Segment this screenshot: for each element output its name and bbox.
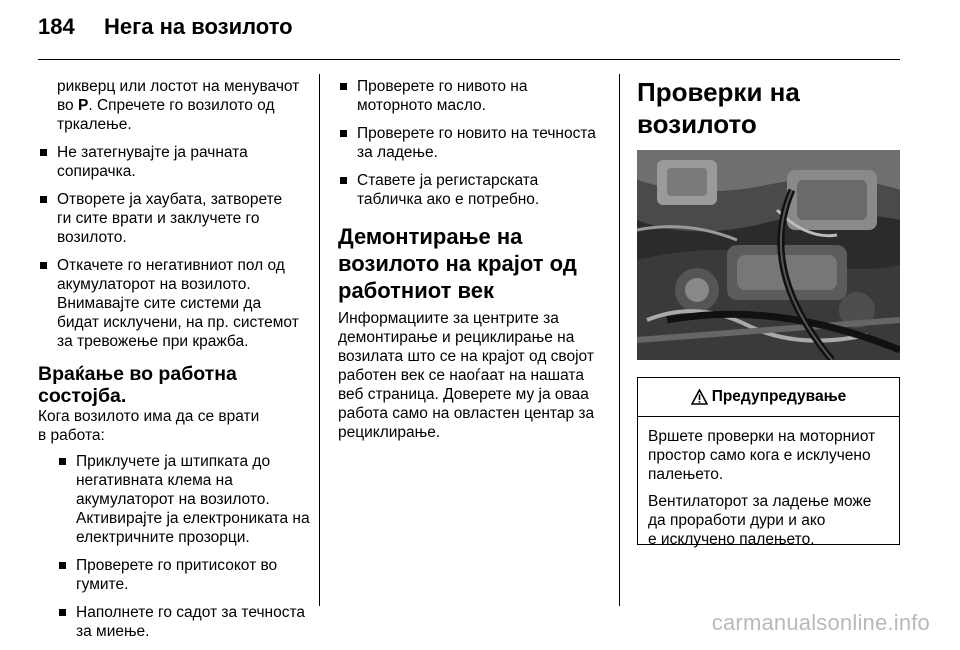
warning-triangle-icon bbox=[691, 389, 708, 405]
engine-bay-photo bbox=[637, 150, 900, 360]
page-header bbox=[38, 14, 293, 54]
page-number: 184 bbox=[38, 14, 75, 39]
column-divider-2 bbox=[619, 74, 620, 606]
chapter-heading: Проверки на возилото bbox=[637, 77, 800, 139]
warning-title: Предупредување bbox=[711, 388, 847, 405]
list-item: Не затегнувајте ја рачната сопирачка. bbox=[38, 143, 313, 181]
page-title: Нега на возилото bbox=[104, 14, 293, 39]
list-item: Проверете го нивото на моторното масло. bbox=[338, 77, 613, 115]
bullet-icon bbox=[340, 83, 347, 90]
list-item: Ставете ја регистарската табличка ако е потребно. bbox=[338, 171, 613, 209]
list-item: Проверете го новито на течноста за ладење. bbox=[338, 124, 613, 162]
list-item: Откачете го негативниот пол од акумулаторот на возилото. Внимавајте сите системи да бидат исклучени, на пр. системот за тревожење при кражба. bbox=[38, 256, 313, 351]
bullet-icon bbox=[59, 562, 66, 569]
section-paragraph: Информациите за центрите за демонтирање и рециклирање на возилата што се на крајот од својот работен век се наоѓаат на нашата веб страница. Доверете му ја оваа работа само на овластен центар за рециклирање. bbox=[338, 310, 595, 441]
warning-body: Вршете проверки на моторниот простор само кога е исклучено палењето. Вентилаторот за ладење може да проработи дури и ако е исклучено палењето. bbox=[648, 428, 876, 548]
bullet-icon bbox=[59, 609, 66, 616]
column-divider-1 bbox=[319, 74, 320, 606]
watermark: carmanualsonline.info bbox=[711, 610, 930, 635]
column-2 bbox=[338, 77, 613, 442]
section-paragraph: Кога возилото има да се врати в работа: bbox=[38, 408, 260, 444]
section-heading: Враќање во работна состојба. bbox=[38, 363, 237, 407]
bullet-icon bbox=[40, 149, 47, 156]
bullet-icon bbox=[340, 130, 347, 137]
bullet-icon bbox=[340, 177, 347, 184]
list-item: Наполнете го садот за течноста за миење. bbox=[38, 603, 313, 641]
warning-box bbox=[637, 377, 900, 548]
intro-paragraph: рикверц или лостот на менувачот во P. Спречете го возилото од тркалење. bbox=[57, 78, 300, 133]
list-item: Приклучете ја штипката до негативната клема на акумулаторот на возилото. Активирајте ја електрониката на електричните прозорци. bbox=[38, 452, 313, 547]
bullet-icon bbox=[40, 196, 47, 203]
list-item: Проверете го притисокот во гумите. bbox=[38, 556, 313, 594]
list-item: Отворете ја хаубата, затворете ги сите врати и заклучете го возилото. bbox=[38, 190, 313, 247]
column-1 bbox=[38, 77, 313, 650]
engine-bay-illustration bbox=[637, 150, 900, 360]
header-rule bbox=[38, 59, 900, 60]
section-heading: Демонтирање на возилото на крајот од работниот век bbox=[338, 224, 577, 303]
bullet-icon bbox=[40, 262, 47, 269]
bullet-icon bbox=[59, 458, 66, 465]
warning-header bbox=[638, 378, 899, 417]
